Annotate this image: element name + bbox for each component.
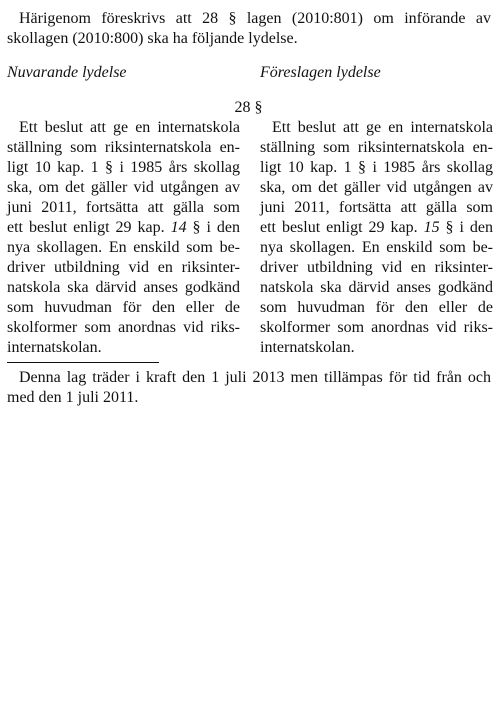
paragraph-number-new: 15 — [423, 219, 440, 236]
line-part: ett beslut enligt 29 kap. — [260, 219, 424, 236]
text-line: nya skollagen. En enskild som be- — [7, 239, 240, 256]
text-line: ställning som riksinternatskola en- — [260, 139, 493, 156]
text-line: ska, om det gäller vid utgången av — [260, 179, 493, 196]
text-line: internatskolan. — [7, 339, 102, 356]
text-line — [260, 218, 493, 238]
separator-rule — [7, 362, 159, 363]
paragraph-number-old: 14 — [170, 219, 187, 236]
text-line: skolformer som anordnas vid riks- — [260, 319, 493, 336]
text-line: nya skollagen. En enskild som be- — [260, 239, 493, 256]
text-line: ska, om det gäller vid utgången av — [7, 179, 240, 196]
current-wording-text — [7, 118, 240, 358]
text-line: internatskolan. — [260, 339, 355, 356]
text-line: ställning som riksinternatskola en- — [7, 139, 240, 156]
proposed-wording-text — [260, 118, 493, 358]
intro-paragraph: Härigenom föreskrivs att 28 § lagen (2010:801) om införande av skollagen (2010:800) ska ha följande lydelse. — [7, 10, 491, 47]
text-line: driver utbildning vid en riksinter- — [7, 259, 240, 276]
text-line: som huvudman för den eller de — [260, 299, 493, 316]
line-part: § i den — [439, 219, 494, 236]
current-wording-heading: Nuvarande lydelse — [7, 64, 127, 81]
text-line: natskola ska därvid anses godkänd — [7, 279, 240, 296]
text-line: driver utbildning vid en riksinter- — [260, 259, 493, 276]
text-line: ligt 10 kap. 1 § i 1985 års skollag — [260, 159, 493, 176]
text-line: ligt 10 kap. 1 § i 1985 års skollag — [7, 159, 240, 176]
text-line: juni 2011, fortsätta att gälla som — [7, 199, 240, 216]
section-number: 28 § — [234, 99, 263, 116]
text-line: juni 2011, fortsätta att gälla som — [260, 199, 493, 216]
proposed-wording-heading: Föreslagen lydelse — [260, 64, 381, 81]
text-line: som huvudman för den eller de — [7, 299, 240, 316]
text-line: Ett beslut att ge en internatskola — [19, 119, 240, 136]
line-part: ett beslut enligt 29 kap. — [7, 219, 171, 236]
text-line: natskola ska därvid anses godkänd — [260, 279, 493, 296]
entry-into-force-paragraph: Denna lag träder i kraft den 1 juli 2013 men tillämpas för tid från och med den 1 juli 2011. — [7, 369, 491, 406]
text-line — [7, 218, 240, 238]
text-line: Ett beslut att ge en internatskola — [272, 119, 493, 136]
text-line: skolformer som anordnas vid riks- — [7, 319, 240, 336]
line-part: § i den — [186, 219, 241, 236]
